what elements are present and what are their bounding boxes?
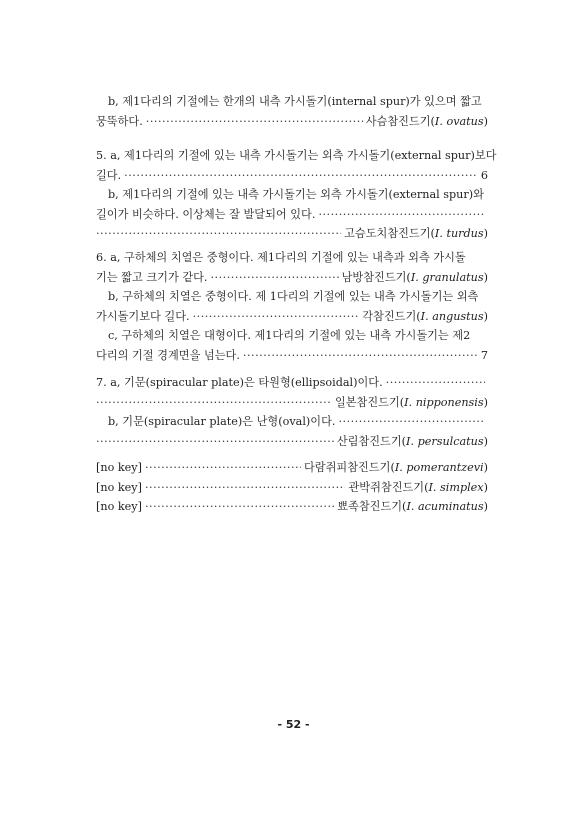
leader-dots xyxy=(124,166,478,186)
key-text: 뭉뚝하다. xyxy=(96,114,143,128)
key-line xyxy=(96,166,488,186)
key-line xyxy=(96,92,488,112)
key-result: 7 xyxy=(480,348,488,362)
key-result: 일본참진드기(I. nipponensis) xyxy=(334,395,488,409)
key-line xyxy=(96,185,488,205)
key-line xyxy=(96,458,488,478)
key-line xyxy=(96,146,497,166)
key-block-7 xyxy=(96,373,488,451)
key-line xyxy=(96,412,488,432)
key-text: 가시돌기보다 길다. xyxy=(96,309,190,323)
leader-dots xyxy=(96,432,334,452)
leader-dots xyxy=(146,112,363,132)
key-line xyxy=(96,393,488,413)
key-result: 뾰족참진드기(I. acuminatus) xyxy=(337,500,488,513)
key-line xyxy=(96,346,488,366)
key-text: 5. a, 제1다리의 기절에 있는 내측 가시돌기는 외측 가시돌기(external spur)보다 xyxy=(96,149,497,162)
key-result: 사슴참진드기(I. ovatus) xyxy=(365,114,488,128)
key-text: 길다. xyxy=(96,168,122,182)
key-text: b, 기문(spiracular plate)은 난형(oval)이다. xyxy=(108,415,336,428)
key-line xyxy=(96,307,488,327)
key-text: 길이가 비슷하다. 이상체는 잘 발달되어 있다. xyxy=(96,207,316,221)
key-line xyxy=(96,497,488,517)
key-block-nokey xyxy=(96,458,488,517)
leader-dots xyxy=(193,307,360,327)
key-text: [no key] xyxy=(96,461,142,474)
leader-dots xyxy=(145,497,334,517)
page-number: - 52 - xyxy=(277,718,310,731)
key-line xyxy=(96,478,488,498)
key-text: b, 제1다리의 기절에 있는 내측 가시돌기는 외측 가시돌기(external spur)와 xyxy=(108,188,484,201)
key-line xyxy=(96,205,488,225)
key-result: 남방참진드기(I. granulatus) xyxy=(341,270,488,284)
key-block-1 xyxy=(96,92,488,131)
key-block-6 xyxy=(96,248,488,365)
key-result: 각참진드기(I. angustus) xyxy=(362,309,488,323)
key-text: 6. a, 구하체의 치열은 중형이다. 제1다리의 기절에 있는 내측과 외측 가시돌 xyxy=(96,251,466,264)
key-line xyxy=(96,373,488,393)
leader-dots xyxy=(96,393,332,413)
leader-dots xyxy=(338,412,485,432)
leader-dots xyxy=(386,373,485,393)
key-result: 관박쥐참진드기(I. simplex) xyxy=(348,480,488,494)
key-line xyxy=(96,248,488,268)
key-result: 산림참진드기(I. persulcatus) xyxy=(336,434,488,448)
key-block-5 xyxy=(96,146,497,244)
key-text: 다리의 기절 경계면을 넘는다. xyxy=(96,348,240,362)
key-result: 6 xyxy=(480,168,488,182)
key-line xyxy=(96,112,488,132)
leader-dots xyxy=(243,346,478,366)
leader-dots xyxy=(145,478,346,498)
key-text: [no key] xyxy=(96,500,142,513)
leader-dots xyxy=(211,268,339,288)
key-line xyxy=(96,287,488,307)
key-text: b, 구하체의 치열은 중형이다. 제 1다리의 기절에 있는 내측 가시돌기는 외측 xyxy=(108,290,479,303)
leader-dots xyxy=(145,458,301,478)
key-line xyxy=(96,326,488,346)
key-text: 7. a, 기문(spiracular plate)은 타원형(ellipsoidal)이다. xyxy=(96,376,383,389)
key-line xyxy=(96,268,488,288)
key-text: b, 제1다리의 기절에는 한개의 내측 가시돌기(internal spur)가 있으며 짧고 xyxy=(108,95,482,108)
key-text: [no key] xyxy=(96,480,142,494)
leader-dots xyxy=(318,205,485,225)
key-text: c, 구하체의 치열은 대형이다. 제1다리의 기절에 있는 내측 가시돌기는 제2 xyxy=(108,329,471,342)
leader-dots xyxy=(96,224,341,244)
key-line xyxy=(96,432,488,452)
key-line xyxy=(96,224,488,244)
key-text: 기는 짧고 크기가 같다. xyxy=(96,270,208,284)
key-result: 다람쥐피참진드기(I. pomerantzevi) xyxy=(304,461,488,474)
key-result: 고슴도치참진드기(I. turdus) xyxy=(344,227,488,240)
